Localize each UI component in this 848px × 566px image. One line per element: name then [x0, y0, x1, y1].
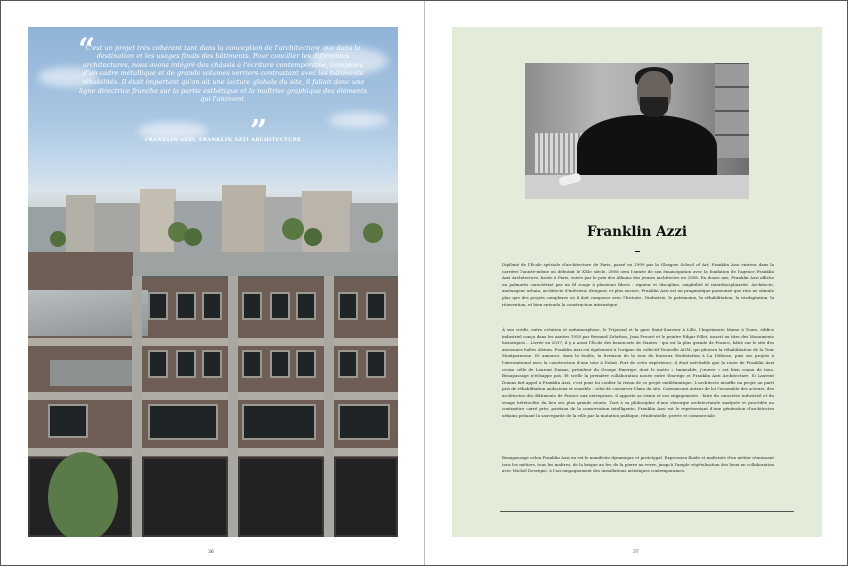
bio-paragraph-3: Beaupassage selon Franklin Azzi en est le manifeste dynamique et prototypal. Expression fluide et maîtrisée d'un métier réunissant tous les métiers, tous les maîtres, de la brique au fer, de la pierre au verre, jusqu'à l'ample végétalisation des lieux en collaboration avec Michel Desvigne, à l'accompagnement des installations artistiques contemporaines. — [502, 455, 774, 474]
title-dash — [635, 251, 640, 252]
bio-paragraph-1: Diplômé de l'École spéciale d'architecture de Paris, passé en 1999 par la Glasgow School of Art, Franklin Azzi entrera dans la carrière l'année-même où débutait le XXIe siècle. 2006 sera l'année de son émancipation avec la fondation de l'agence Franklin Azzi Architecture, basée à Paris, suivie par le prix des Albums des jeunes architectes en 2008. En douze ans, Franklin Azzi affiche un palmarès caractérisé par un fil rouge à plusieurs fibres : rigueur et discipline, exigibilité et interdisciplinarité. Architecte, aménageur urbain, architecte d'intérieur, designer, et plus encore, Franklin Azzi est un pragmatique passionné que rien ne stimule plus que des projets complexes où il doit composer avec l'histoire, l'industrie, le patrimoine, la réhabilitation, la réadaptation, la réinvention, et bien entendu la construction intrinsèque. — [502, 262, 774, 307]
bio-paragraph-2: À son crédit, entre création et métamorphose, le Tripostal et la gare Saint-Sauveur à Lille, l'Imprimerie Mame à Tours, édifice industriel conçu dans les années 1950 par Bernard Zehrfuss, Jean Prouvé et le peintre Edgar Pillet, inscrit au titre des Monuments historiques… Livrée en 2017, il y a aussi l'École des beaux-arts de Nantes - qui est la plus grande de France, bâtie sur le site des anciennes halles Alstom. Franklin Azzi est également à l'origine du collectif Nouvelle AOM, qui pilotera la réhabilitation de la Tour Montparnasse. Et annonce, dans la foulée, la livraison de la tour de bureaux Workstation à La Défense, puis ses projets à l'international avec la construction d'une tour à Dubaï. Fort de cette expérience, il était inévitable que la route de Franklin Azzi croise celle de Laurent Dumas, président du Groupe Emerige, dont le motto « Immeuble, j'œuvre » est bien connu de tous. Beaupassage n'échappe pas. Et scelle la première collaboration nouée entre Emerige et Franklin Azzi Architecture. Si Laurent Dumas fait appel à Franklin Azzi, c'est pour lui confier la vision de ce projet emblématique. L'architecte insuffle au projet un parti pris de réhabilitation audacieux et sensible : celui de conserver l'âme du site. Convaincant auteur de loi l'ensemble des acteurs, des architectes des Bâtiments de France aux entreprises, il apporte sa vision et ses engagements : faire du caractère industriel et du visage hétéroclite du lieu ses plus grands atouts. Tout à sa philosophie d'une chirurgie architecturale analysée et procédée au centimètre carré près, partisan de la conservation intelligente, Franklin Azzi est le représentant d'une génération d'architectes urbains prônant la sauvegarde de la ville par la mutation publique, résidentielle, privée et commerciale. — [502, 327, 774, 418]
open-quote-mark: “ — [78, 32, 96, 67]
bottom-rule — [500, 511, 794, 512]
brick-building — [28, 252, 398, 537]
architect-name: Franklin Azzi — [586, 224, 688, 240]
paris-rooftops — [28, 177, 398, 262]
close-quote-mark: ” — [250, 114, 268, 149]
biography-panel — [452, 27, 822, 537]
building-facade-photo — [28, 27, 398, 537]
pull-quote: C'est un projet très cohérent tant dans la conception de l'architecture que dans la destination et les usages finals des bâtiments. Pour concilier les différentes architectures, nous avons intégré des châssis à l'écriture contemporaine, composés d'un cadre métallique et de grands volumes verriers contrastant avec les bâtiments réhabilités. Il était important qu'on ait une lecture globale du site, il fallait donc une ligne directrice franche sur la partie esthétique et la maîtrise graphique des éléments qui l'animent. — [78, 43, 368, 104]
page-gutter — [424, 1, 425, 565]
page-number-left: 36 — [208, 550, 214, 555]
page-number-right: 37 — [633, 550, 639, 555]
quote-author: FRANKLIN AZZI, FRANKLIN AZZI ARCHITECTURE — [144, 137, 302, 143]
portrait-photo — [525, 63, 749, 199]
